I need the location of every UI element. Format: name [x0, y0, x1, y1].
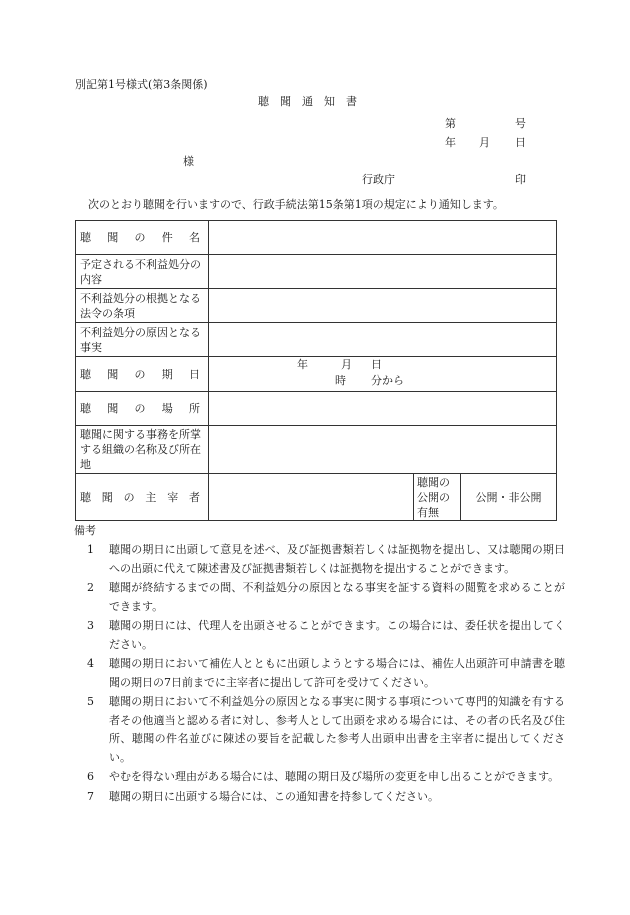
note-item — [75, 693, 565, 767]
subject-char: 聴 — [80, 231, 91, 244]
cause-value — [209, 323, 557, 357]
hearing-hour: 時 — [335, 374, 346, 387]
office-label: 聴聞に関する事務を所掌する組織の名称及び所在地 — [76, 426, 209, 474]
note-number: 2 — [87, 581, 94, 594]
presider-label — [76, 474, 209, 521]
date_label-char: 聴 — [80, 367, 91, 381]
presider-public-cell — [209, 474, 557, 521]
date_label-char: の — [134, 367, 146, 381]
number-prefix: 第 — [445, 117, 456, 130]
row-presider — [76, 474, 557, 521]
date_label-char: 期 — [161, 367, 173, 381]
row-place — [76, 392, 557, 426]
subject-char: 名 — [189, 231, 200, 244]
place-label-text — [80, 401, 204, 416]
place_label-char: 聞 — [107, 402, 119, 415]
row-cause — [76, 323, 557, 357]
hearing-minute-from: 分から — [371, 374, 404, 387]
intro-text: 次のとおり聴聞を行いますので、行政手続法第15条第1項の規定により通知します。 — [88, 198, 504, 211]
note-number: 1 — [87, 543, 94, 556]
disposition-value — [209, 255, 557, 289]
note-text: 聴聞が終結するまでの間、不利益処分の原因となる事実を証する資料の閲覧を求めることができます。 — [109, 581, 565, 613]
date_label-char: 聞 — [107, 367, 119, 381]
place-label — [76, 392, 209, 426]
note-text: 聴聞の期日に出頭して意見を述べ、及び証拠書類若しくは証拠物を提出し、又は聴聞の期日への出頭に代えて陳述書及び証拠書類若しくは証拠物を提出することができます。 — [109, 543, 565, 575]
place_label-char: 所 — [189, 402, 200, 415]
date-label — [76, 357, 209, 392]
notes-list — [75, 541, 565, 806]
note-text: 聴聞の期日には、代理人を出頭させることができます。この場合には、委任状を提出してください。 — [109, 619, 565, 651]
date-day: 日 — [515, 136, 526, 149]
office-value — [209, 426, 557, 474]
subject-label-text — [80, 230, 204, 245]
hearing-year: 年 — [297, 358, 308, 371]
cause-label: 不利益処分の原因となる事実 — [76, 323, 209, 357]
presider_label-char: 主 — [145, 490, 157, 504]
row-subject — [76, 221, 557, 255]
note-item — [75, 768, 565, 787]
notes-section — [75, 522, 565, 806]
document-title: 聴 聞 通 知 書 — [258, 95, 357, 108]
note-number: 4 — [87, 657, 94, 670]
note-text: 聴聞の期日において補佐人とともに出頭しようとする場合には、補佐人出頭許可申請書を聴聞の期日の7日前までに主宰者に提出して許可を受けてください。 — [109, 657, 565, 689]
hearing-month: 月 — [341, 358, 352, 371]
note-item — [75, 541, 565, 578]
subject-char: 件 — [161, 231, 173, 244]
disposition-label: 予定される不利益処分の内容 — [76, 255, 209, 289]
place_label-char: 聴 — [80, 402, 91, 415]
legal-basis-label: 不利益処分の根拠となる法令の条項 — [76, 289, 209, 323]
date-value — [209, 357, 557, 392]
hearing-notice-table — [75, 220, 557, 521]
date-label-text — [80, 367, 204, 382]
presider-value — [209, 474, 413, 520]
row-office — [76, 426, 557, 474]
form-label: 別記第1号様式(第3条関係) — [75, 78, 208, 91]
public-value: 公開・非公開 — [475, 490, 542, 504]
subject-char: 聞 — [107, 231, 119, 244]
presider_label-char: 聞 — [101, 490, 113, 504]
note-number: 7 — [87, 789, 94, 803]
note-number: 3 — [87, 619, 94, 632]
subject-value — [209, 221, 557, 255]
note-item — [75, 655, 565, 692]
row-disposition — [76, 255, 557, 289]
presider_label-char: 宰 — [167, 490, 179, 504]
note-text: やむを得ない理由がある場合には、聴聞の期日及び場所の変更を申し出ることができます。 — [109, 770, 560, 783]
presider-label-text — [80, 490, 204, 505]
row-legal-basis — [76, 289, 557, 323]
subject-label — [76, 221, 209, 255]
note-item — [75, 579, 565, 616]
date-month: 月 — [479, 136, 490, 149]
note-number: 6 — [87, 770, 94, 783]
row-date — [76, 357, 557, 392]
place-value — [209, 392, 557, 426]
addressee-suffix: 様 — [183, 155, 194, 168]
note-text: 聴聞の期日に出頭する場合には、この通知書を持参してください。 — [109, 789, 439, 803]
presider_label-char: の — [123, 490, 135, 504]
notes-heading: 備考 — [74, 524, 96, 537]
legal-basis-value — [209, 289, 557, 323]
note-number: 5 — [87, 695, 94, 708]
note-text: 聴聞の期日において不利益処分の原因となる事実に関する事項について専門的知識を有する者その他適当と認める者に対し、参考人として出頭を求める場合には、その者の氏名及び住所、聴聞の件名並びに陳述の要旨を記載した参考人出頭申出書を主宰者に提出してください。 — [109, 695, 565, 764]
place_label-char: 場 — [161, 402, 173, 415]
seal-mark: 印 — [515, 173, 526, 186]
note-item — [75, 788, 565, 807]
presider_label-char: 者 — [188, 490, 200, 504]
sender-agency: 行政庁 — [362, 173, 395, 186]
presider_label-char: 聴 — [80, 490, 91, 504]
date_label-char: 日 — [189, 367, 200, 381]
note-item — [75, 617, 565, 654]
place_label-char: の — [134, 402, 146, 415]
number-suffix: 号 — [515, 117, 526, 130]
hearing-day: 日 — [371, 358, 382, 371]
date-year: 年 — [445, 136, 456, 149]
public-label: 聴聞の公開の有無 — [413, 474, 461, 520]
subject-char: の — [134, 231, 146, 244]
